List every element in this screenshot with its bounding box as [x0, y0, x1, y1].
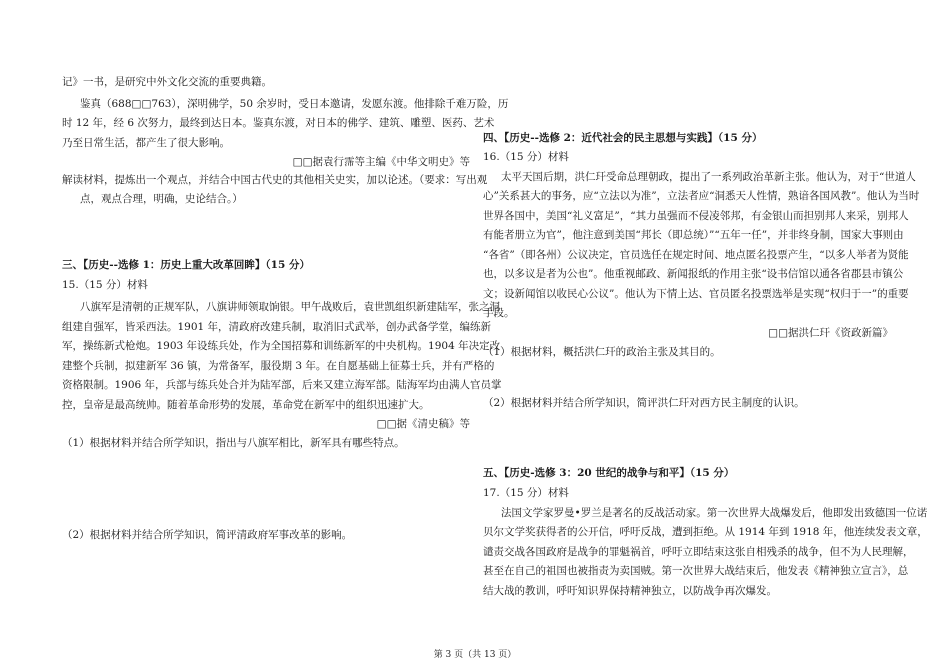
passage-text: 军，操练新式枪炮。1903 年设练兵处，作为全国招募和训练新军的中央机构。1904 年决定改: [62, 340, 501, 352]
passage-text: 心”关系甚大的事务，应“立法以为准”，立法者应“洞悉天人性情，熟谙各国风教”。他认为当时: [483, 190, 920, 202]
section-title: 三、【历史--选修 1：历史上重大改革回眸】（15 分）: [62, 259, 310, 271]
passage-text: 文；设新闻馆以收民心公议”。他认为下情上达、官员匿名投票选举是实现“权归于一”的重要: [483, 288, 909, 300]
passage-text: 结大战的教训，呼吁知识界保持精神独立，以防战争再次爆发。: [483, 585, 777, 597]
passage-text: 世界各国中，美国“礼义富足”，“其力虽强而不侵凌邻邦，有金银山而担别邦人来采，别邦人: [483, 210, 909, 222]
source-citation: □□据洪仁玕《资政新篇》: [768, 327, 893, 339]
passage-text: 贝尔文学奖获得者的公开信，呼吁反战，遭到拒绝。从 1914 年到 1918 年，他连续发表文章，: [483, 526, 928, 538]
question-number: 15.（15 分）材料: [62, 279, 148, 291]
passage-text: 也，以多议是者为公也”。他重视邮政、新闻报纸的作用主张“设书信馆以通各省郡县市镇公: [483, 268, 904, 280]
passage-text: 法国文学家罗曼•罗兰是著名的反战活动家。第一次世界大战爆发后，他即发出致德国一位诺: [501, 507, 928, 519]
question-text: 解读材料，提炼出一个观点，并结合中国古代史的其他相关史实，加以论述。（要求：写出观: [62, 174, 488, 186]
source-citation: □□据袁行霈等主编《中华文明史》等: [292, 156, 470, 168]
section-title: 五、【历史-选修 3：20 世纪的战争与和平】（15 分）: [483, 467, 735, 479]
sub-question: （1）根据材料，概括洪仁玕的政治主张及其目的。: [483, 346, 721, 358]
passage-text: 乃至日常生活，都产生了很大影响。: [62, 137, 230, 149]
passage-text: 有能者册立为官”，他注意到美国“邦长（即总统）”“五年一任”，并非终身制，国家大事则由: [483, 229, 904, 241]
passage-text: 记》一书，是研究中外文化交流的重要典籍。: [62, 76, 272, 88]
passage-text: 资格限制。1906 年，兵部与练兵处合并为陆军部，后来又建立海军部。陆海军均由满人官员掌: [62, 379, 502, 391]
passage-text: 太平天国后期，洪仁玕受命总理朝政，提出了一系列政治革新主张。他认为，对于“世道人: [501, 171, 916, 183]
source-citation: □□据《清史稿》等: [376, 418, 470, 430]
page-number: 第 3 页（共 13 页）: [433, 650, 517, 660]
passage-text: 八旗军是清朝的正规军队，八旗讲师领取饷银。甲午战败后，袁世凯组织新建陆军，张之洞: [80, 301, 500, 313]
passage-text: 控，皇帝是最高统帅。随着革命形势的发展，革命党在新军中的组织迅速扩大。: [62, 399, 430, 411]
question-number: 17.（15 分）材料: [483, 487, 569, 499]
passage-text: 手段。: [483, 307, 515, 319]
passage-text: 鉴真（688□□763），深明佛学，50 余岁时，受日本邀请，发愿东渡。他排除千难万险，历: [80, 98, 509, 110]
sub-question: （1）根据材料并结合所学知识，指出与八旗军相比，新军具有哪些特点。: [62, 437, 405, 449]
passage-text: 谴责交战各国政府是战争的罪魁祸首，呼吁立即结束这张自相残杀的战争，但不为人民理解，: [483, 546, 914, 558]
sub-question: （2）根据材料并结合所学知识，简评清政府军事改革的影响。: [62, 529, 353, 541]
passage-text: “各省”（即各州）公议决定，官员选任在规定时间、地点匿名投票产生，“以多人举者为贤能: [483, 249, 909, 261]
question-number: 16.（15 分）材料: [483, 151, 569, 163]
passage-text: 建整个兵制，拟建新军 36 镇，为常备军，服役期 3 年。在自愿基础上征募士兵，并有严格的: [62, 360, 495, 372]
question-text: 点，观点合理，明确，史论结合。）: [80, 193, 243, 205]
passage-text: 时 12 年，经 6 次努力，最终到达日本。鉴真东渡，对日本的佛学、建筑、雕塑、医药、艺术: [62, 117, 495, 129]
passage-text: 甚至在自己的祖国也被指责为卖国贼。第一次世界大战结束后，他发表《精神独立宣言》，总: [483, 565, 909, 577]
passage-text: 组建自强军，皆采西法。1901 年，清政府改建兵制，取消旧式武举，创办武备学堂，编练新: [62, 321, 492, 333]
section-title: 四、【历史--选修 2：近代社会的民主思想与实践】（15 分）: [483, 132, 763, 144]
sub-question: （2）根据材料并结合所学知识，简评洪仁玕对西方民主制度的认识。: [483, 397, 805, 409]
